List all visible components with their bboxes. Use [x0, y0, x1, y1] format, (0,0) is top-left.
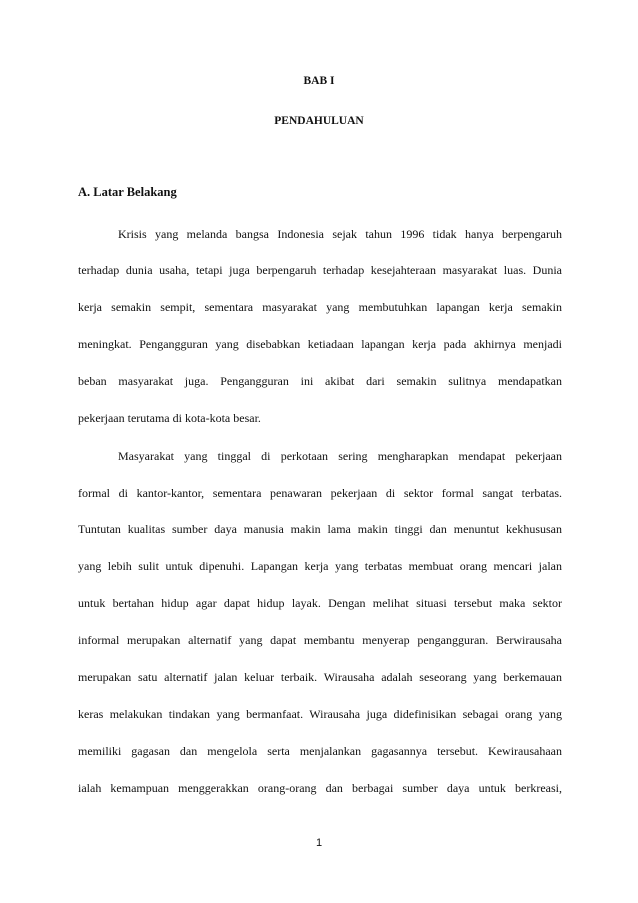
paragraph-line: terhadap dunia usaha, tetapi juga berpengaruh terhadap kesejahteraan masyarakat luas. Dunia — [78, 263, 562, 277]
paragraph-line: untuk bertahan hidup agar dapat hidup layak. Dengan melihat situasi tersebut maka sektor — [78, 596, 562, 610]
paragraph-line: beban masyarakat juga. Pengangguran ini akibat dari semakin sulitnya mendapatkan — [78, 374, 562, 388]
paragraph-line: memiliki gagasan dan mengelola serta menjalankan gagasannya tersebut. Kewirausahaan — [78, 744, 562, 758]
paragraph-line: Tuntutan kualitas sumber daya manusia makin lama makin tinggi dan menuntut kekhususan — [78, 522, 562, 536]
paragraph-line: keras melakukan tindakan yang bermanfaat. Wirausaha juga didefinisikan sebagai orang yang — [78, 707, 562, 721]
chapter-number: BAB I — [303, 75, 335, 87]
page-number: 1 — [315, 837, 323, 849]
paragraph-line: ialah kemampuan menggerakkan orang-orang dan berbagai sumber daya untuk berkreasi, — [78, 781, 562, 795]
paragraph-line: informal merupakan alternatif yang dapat membantu menyerap pengangguran. Berwirausaha — [78, 633, 562, 647]
chapter-title: PENDAHULUAN — [274, 115, 364, 127]
paragraph-line: yang lebih sulit untuk dipenuhi. Lapangan kerja yang terbatas membuat orang mencari jalan — [78, 559, 562, 573]
paragraph-line: meningkat. Pengangguran yang disebabkan ketiadaan lapangan kerja pada akhirnya menjadi — [78, 337, 562, 351]
paragraph-line: pekerjaan terutama di kota-kota besar. — [78, 411, 261, 425]
section-heading: A. Latar Belakang — [78, 185, 177, 199]
paragraph-line: merupakan satu alternatif jalan keluar terbaik. Wirausaha adalah seseorang yang berkemauan — [78, 670, 562, 684]
paragraph-line: kerja semakin sempit, sementara masyarakat yang membutuhkan lapangan kerja semakin — [78, 300, 562, 314]
paragraph-line: Masyarakat yang tinggal di perkotaan sering mengharapkan mendapat pekerjaan — [118, 449, 562, 463]
paragraph-line: formal di kantor-kantor, sementara penawaran pekerjaan di sektor formal sangat terbatas. — [78, 486, 562, 500]
paragraph-line: Krisis yang melanda bangsa Indonesia sejak tahun 1996 tidak hanya berpengaruh — [118, 227, 562, 241]
